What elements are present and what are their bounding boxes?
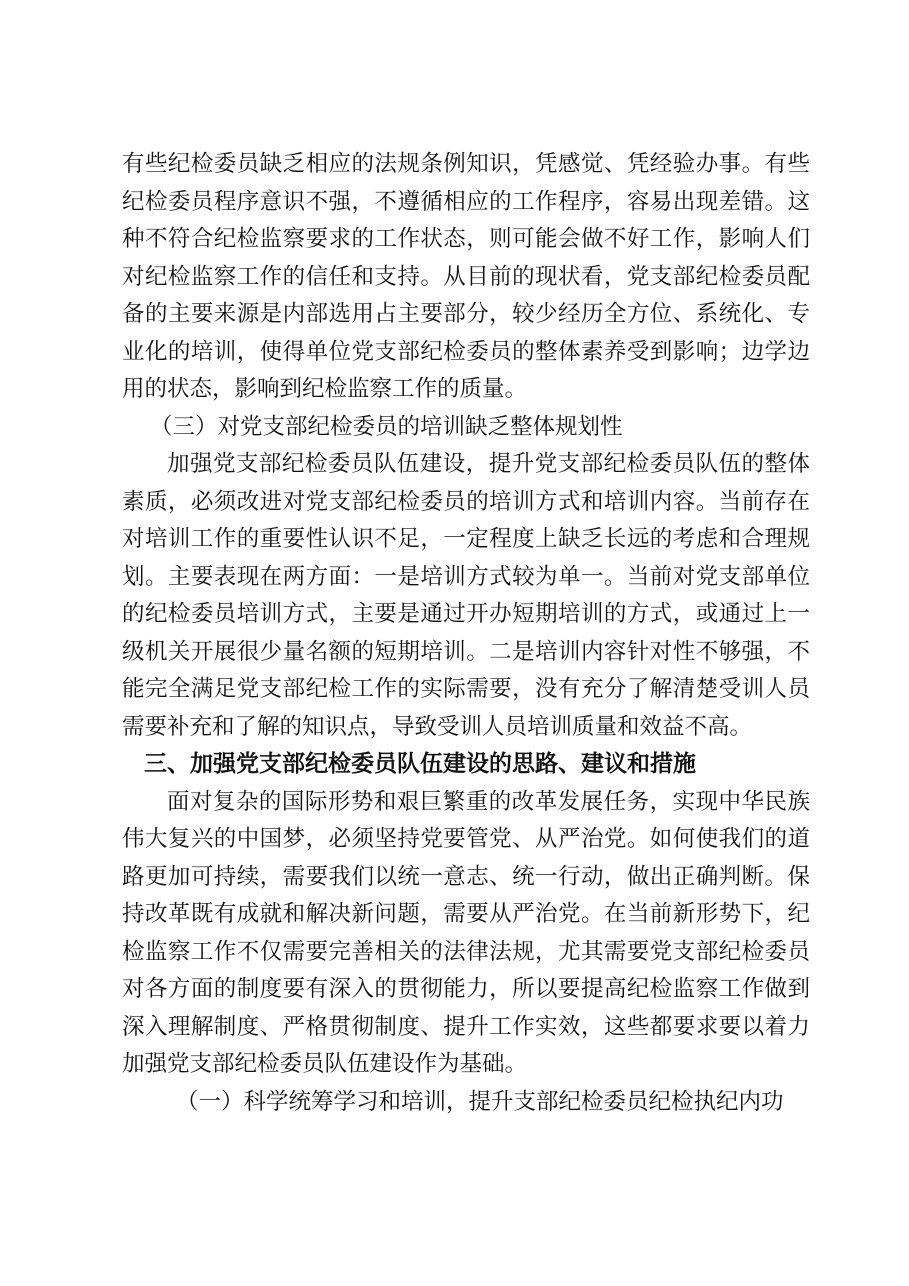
subsection-heading-1: （一）科学统筹学习和培训，提升支部纪检委员纪检执纪内功 [176,1088,784,1115]
subsection-heading-3: （三）对党支部纪检委员的培训缺乏整体规划性 [150,413,623,440]
body-paragraph: 面对复杂的国际形势和艰巨繁重的改革发展任务，实现中华民族伟大复兴的中国梦，必须坚持党要管党、从严治党。如何使我们的道路更加可持续，需要我们以统一意志、统一行动，做出正确判断。保持改革既有成就和解决新问题，需要从严治党。在当前新形势下，纪检监察工作不仅需要完善相关的法律法规，尤其需要党支部纪检委员对各方面的制度要有深入的贯彻能力，所以要提高纪检监察工作做到深入理解制度、严格贯彻制度、提升工作实效，这些都要求要以着力加强党支部纪检委员队伍建设作为基础。 [122,788,810,1077]
document-body [122,146,810,1121]
body-paragraph: 加强党支部纪检委员队伍建设，提升党支部纪检委员队伍的整体素质，必须改进对党支部纪检委员的培训方式和培训内容。当前存在对培训工作的重要性认识不足，一定程度上缺乏长远的考虑和合理规划。主要表现在两方面：一是培训方式较为单一。当前对党支部单位的纪检委员培训方式，主要是通过开办短期培训的方式，或通过上一级机关开展很少量名额的短期培训。二是培训内容针对性不够强，不能完全满足党支部纪检工作的实际需要，没有充分了解清楚受训人员需要补充和了解的知识点，导致受训人员培训质量和效益不高。 [122,451,810,740]
section-heading-3: 三、加强党支部纪检委员队伍建设的思路、建议和措施 [144,751,696,777]
body-paragraph: 有些纪检委员缺乏相应的法规条例知识，凭感觉、凭经验办事。有些纪检委员程序意识不强，不遵循相应的工作程序，容易出现差错。这种不符合纪检监察要求的工作状态，则可能会做不好工作，影响人们对纪检监察工作的信任和支持。从目前的现状看，党支部纪检委员配备的主要来源是内部选用占主要部分，较少经历全方位、系统化、专业化的培训，使得单位党支部纪检委员的整体素养受到影响；边学边用的状态，影响到纪检监察工作的质量。 [122,151,810,402]
